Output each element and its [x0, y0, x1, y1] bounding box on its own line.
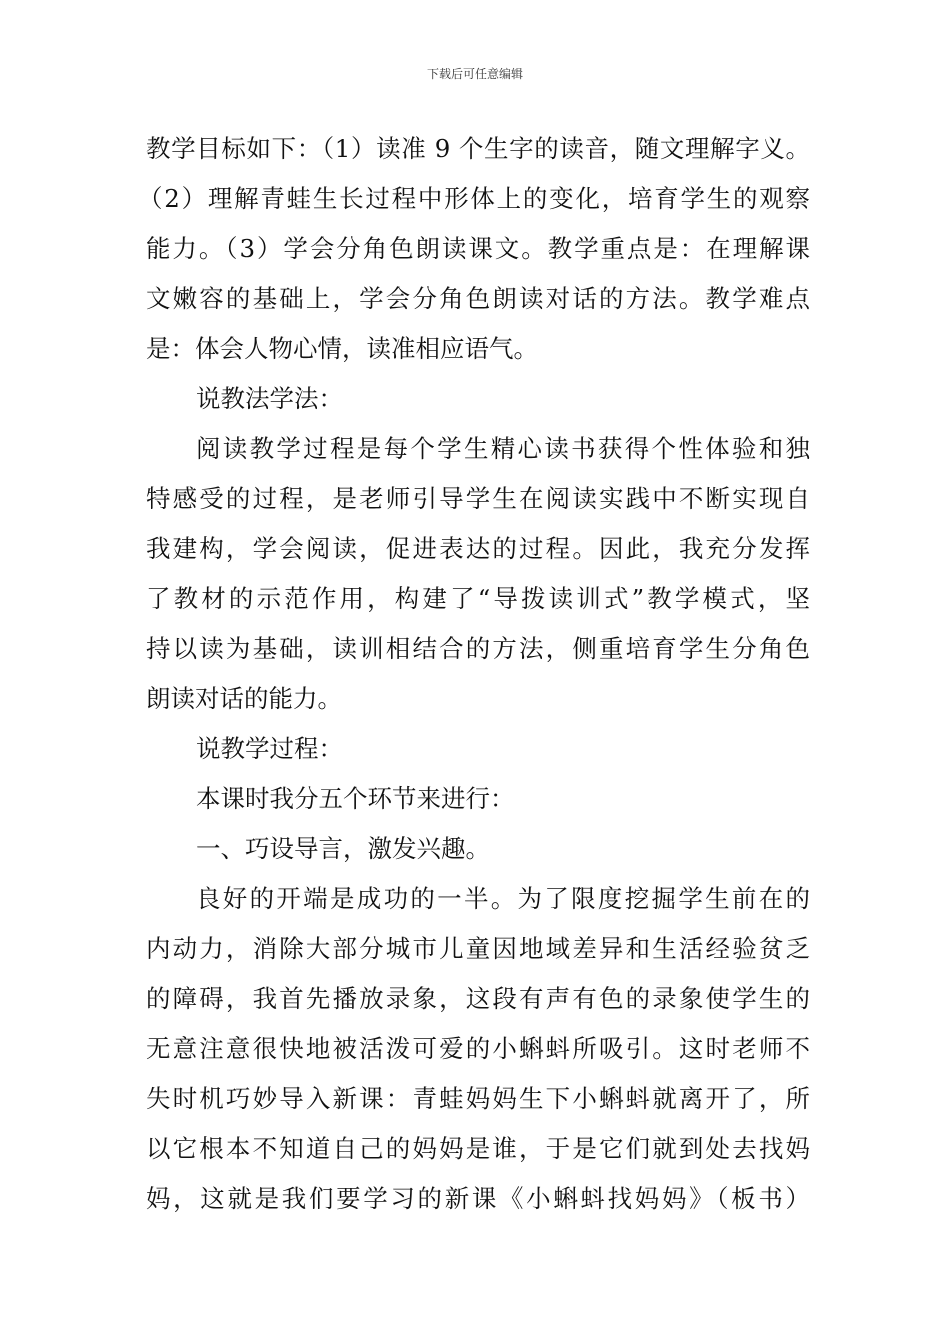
text-line-22: 妈，这就是我们要学习的新课《小蝌蚪找妈妈》（板书）: [146, 1184, 810, 1213]
section-heading-methods: 说教法学法：: [196, 384, 343, 413]
text-line-2: （2）理解青蛙生长过程中形体上的变化，培育学生的观察: [138, 184, 810, 213]
text-line-19: 无意注意很快地被活泼可爱的小蝌蚪所吸引。这时老师不: [146, 1034, 810, 1063]
text-line-1: 教学目标如下：（1）读准 9 个生字的读音，随文理解字义。: [146, 134, 810, 163]
text-line-10: 了教材的示范作用，构建了“导拨读训式”教学模式，坚: [146, 584, 810, 613]
text-line-3: 能力。（3）学会分角色朗读课文。教学重点是：在理解课: [146, 234, 810, 263]
text-line-20: 失时机巧妙导入新课：青蛙妈妈生下小蝌蚪就离开了，所: [146, 1084, 810, 1113]
section-heading-process: 说教学过程：: [196, 734, 343, 763]
text-line-16: 良好的开端是成功的一半。为了限度挖掘学生前在的: [196, 884, 810, 913]
page-header: 下载后可任意编辑: [426, 67, 523, 81]
text-line-8: 特感受的过程，是老师引导学生在阅读实践中不断实现自: [146, 484, 810, 513]
document-body: [138, 124, 810, 1224]
text-line-7: 阅读教学过程是每个学生精心读书获得个性体验和独: [196, 434, 810, 463]
text-line-17: 内动力，消除大部分城市儿童因地域差异和生活经验贫乏: [146, 934, 810, 963]
text-line-11: 持以读为基础，读训相结合的方法，侧重培育学生分角色: [146, 634, 810, 663]
text-line-14: 本课时我分五个环节来进行：: [196, 784, 515, 813]
text-line-9: 我建构，学会阅读，促进表达的过程。因此，我充分发挥: [146, 534, 810, 563]
text-line-21: 以它根本不知道自己的妈妈是谁，于是它们就到处去找妈: [146, 1134, 810, 1163]
section-heading-step-one: 一、巧设导言，激发兴趣。: [196, 834, 490, 863]
text-line-5: 是：体会人物心情，读准相应语气。: [146, 334, 538, 363]
text-line-4: 文嫩容的基础上，学会分角色朗读对话的方法。教学难点: [146, 284, 810, 313]
text-line-12: 朗读对话的能力。: [146, 684, 342, 713]
text-line-18: 的障碍，我首先播放录象，这段有声有色的录象使学生的: [146, 984, 810, 1013]
